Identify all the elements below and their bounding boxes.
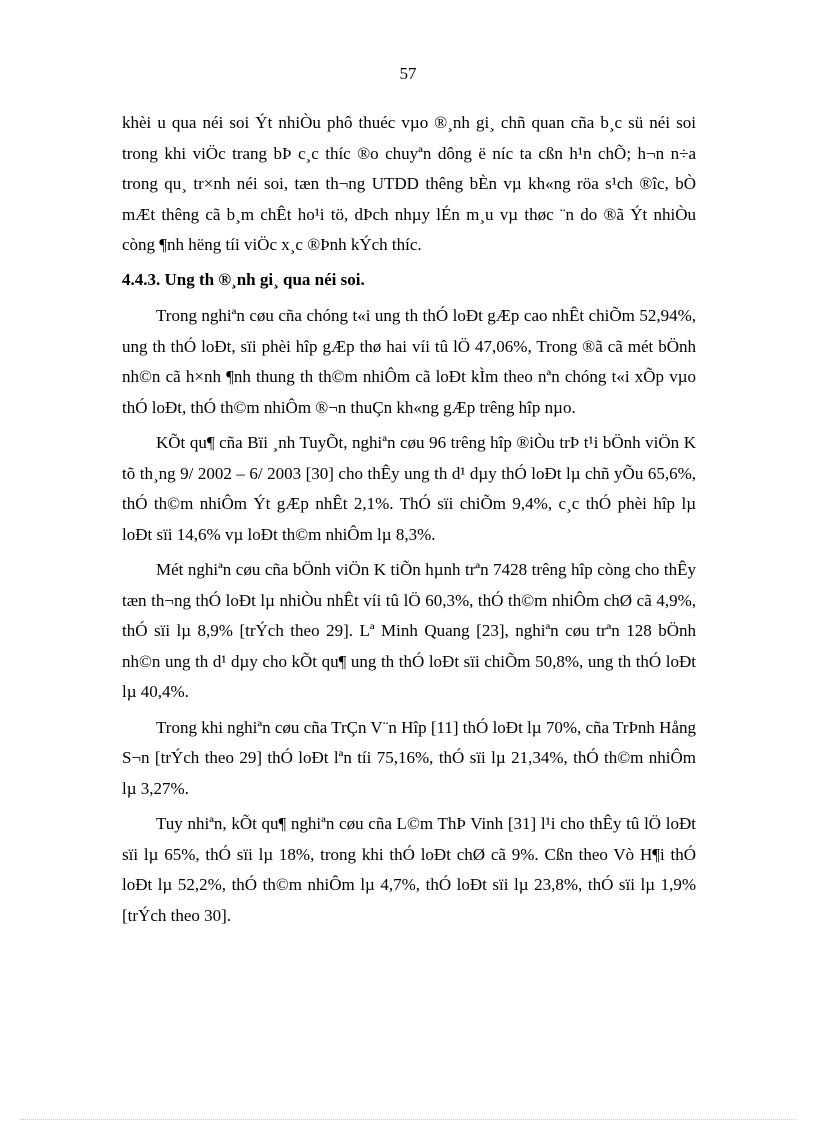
document-body <box>122 108 696 931</box>
paragraph-2: KÕt qu¶ cña Bïi ¸nh TuyÕt, nghiªn cøu 96 trêng hîp ®iÒu trÞ t¹i bÖnh viÖn K tõ th¸ng 9/ 2002 – 6/ 2003 [30] cho thÊy ung th d¹ dµy thÓ loÐt lµ chñ yÕu 65,6%, thÓ th©m nhiÔm Ýt gÆp nhÊt 2,1%. ThÓ sïi chiÕm 9,4%, c¸c thÓ phèi hîp lµ loÐt sïi 14,6% vµ loÐt th©m nhiÔm lµ 8,3%. <box>122 433 696 544</box>
intro-paragraph: khèi u qua néi soi Ýt nhiÒu phô thuéc vµo ®¸nh gi¸ chñ quan cña b¸c sü néi soi trong khi viÖc trang bÞ c¸c thíc ®o chuyªn dông ë níc ta cßn h¹n chÕ; h¬n n÷a trong qu¸ tr×nh néi soi, tæn th¬ng UTDD thêng bÈn vµ kh«ng röa s¹ch ®îc, bÒ mÆt thêng cã b¸m chÊt ho¹i tö, dÞch nhµy lÉn m¸u vµ thøc ¨n do ®ã Ýt nhiÒu còng ¶nh hëng tíi viÖc x¸c ®Þnh kÝch thíc. <box>122 113 696 254</box>
section-heading: 4.4.3. Ung th ®¸nh gi¸ qua néi soi. <box>122 269 365 289</box>
paragraph-4: Trong khi nghiªn cøu cña TrÇn V¨n Hîp [11] thÓ loÐt lµ 70%, cña TrÞnh Hång S¬n [trÝch theo 29] thÓ loÐt lªn tíi 75,16%, thÓ sïi lµ 21,34%, thÓ th©m nhiÔm lµ 3,27%. <box>122 717 696 798</box>
paragraph-3: Mét nghiªn cøu cña bÖnh viÖn K tiÕn hµnh trªn 7428 trêng hîp còng cho thÊy tæn th¬ng thÓ loÐt lµ nhiÒu nhÊt víi tû lÖ 60,3%, thÓ th©m nhiÔm chØ cã 4,9%, thÓ sïi lµ 8,9% [trÝch theo 29]. Lª Minh Quang [23], nghiªn cøu trªn 128 bÖnh nh©n ung th d¹ dµy cho kÕt qu¶ ung th thÓ loÐt sïi chiÕm 50,8%, ung th thÓ loÐt lµ 40,4%. <box>122 560 696 701</box>
paragraph-5: Tuy nhiªn, kÕt qu¶ nghiªn cøu cña L©m ThÞ Vinh [31] l¹i cho thÊy tû lÖ loÐt sïi lµ 65%, thÓ sïi lµ 18%, trong khi thÓ loÐt chØ cã 9%. Cßn theo Vò H¶i thÓ loÐt lµ 52,2%, thÓ th©m nhiÔm lµ 4,7%, thÓ loÐt sïi lµ 23,8%, thÓ sïi lµ 1,9% [trÝch theo 30]. <box>122 814 696 925</box>
page-bottom-divider <box>20 1119 796 1120</box>
paragraph-1: Trong nghiªn cøu cña chóng t«i ung th thÓ loÐt gÆp cao nhÊt chiÕm 52,94%, ung th thÓ loÐt, sïi phèi hîp gÆp thø hai víi tû lÖ 47,06%, Trong ®ã cã mét bÖnh nh©n cã h×nh ¶nh thung th th©m nhiÔm cã loÐt kÌm theo nªn chóng t«i xÕp vµo thÓ loÐt, thÓ th©m nhiÔm ®¬n thuÇn kh«ng gÆp trêng hîp nµo. <box>122 306 696 417</box>
page-number: 57 <box>399 64 417 83</box>
